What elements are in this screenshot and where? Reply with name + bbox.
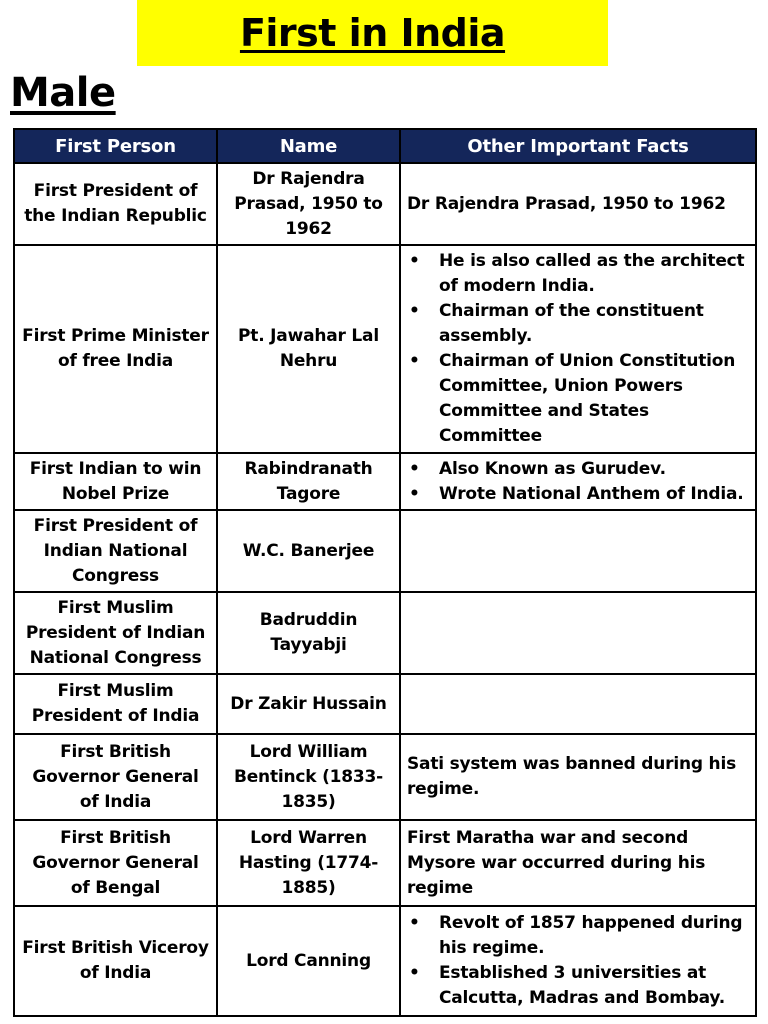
- facts-cell: [400, 245, 756, 453]
- table-row: [14, 592, 756, 674]
- name-cell: Dr Zakir Hussain: [217, 674, 400, 734]
- facts-list: [407, 249, 749, 449]
- section-heading: Male: [10, 70, 116, 116]
- facts-cell: [400, 906, 756, 1016]
- fact-item: • Established 3 universities at Calcutta, Madras and Bombay.: [439, 961, 749, 1011]
- fact-item: • He is also called as the architect of modern India.: [439, 249, 749, 299]
- table-row: [14, 245, 756, 453]
- facts-cell: Sati system was banned during his regime.: [400, 734, 756, 820]
- first-person-cell: First British Viceroy of India: [14, 906, 217, 1016]
- facts-list: [407, 911, 749, 1011]
- table-row: [14, 163, 756, 245]
- page-title: First in India: [239, 11, 506, 55]
- table-row: [14, 734, 756, 820]
- facts-cell: [400, 453, 756, 510]
- facts-list: [407, 457, 749, 507]
- fact-item: • Chairman of the constituent assembly.: [439, 299, 749, 349]
- facts-cell: [400, 510, 756, 592]
- name-cell: Lord William Bentinck (1833-1835): [217, 734, 400, 820]
- table-row: [14, 906, 756, 1016]
- name-cell: Badruddin Tayyabji: [217, 592, 400, 674]
- first-person-cell: First President of the Indian Republic: [14, 163, 217, 245]
- first-person-cell: First President of Indian National Congress: [14, 510, 217, 592]
- table-header-row: [14, 129, 756, 163]
- header-first-person: First Person: [14, 129, 217, 163]
- facts-table: [13, 128, 757, 1017]
- facts-cell: [400, 592, 756, 674]
- title-banner: [137, 0, 608, 66]
- facts-cell: [400, 674, 756, 734]
- table-row: [14, 510, 756, 592]
- header-name: Name: [217, 129, 400, 163]
- name-cell: Rabindranath Tagore: [217, 453, 400, 510]
- facts-cell: Dr Rajendra Prasad, 1950 to 1962: [400, 163, 756, 245]
- fact-item: • Wrote National Anthem of India.: [439, 482, 749, 507]
- name-cell: Lord Warren Hasting (1774-1885): [217, 820, 400, 906]
- first-person-cell: First British Governor General of India: [14, 734, 217, 820]
- table-row: [14, 674, 756, 734]
- first-person-cell: First Indian to win Nobel Prize: [14, 453, 217, 510]
- name-cell: Pt. Jawahar Lal Nehru: [217, 245, 400, 453]
- name-cell: W.C. Banerjee: [217, 510, 400, 592]
- first-person-cell: First Muslim President of India: [14, 674, 217, 734]
- table-row: [14, 453, 756, 510]
- fact-item: • Also Known as Gurudev.: [439, 457, 749, 482]
- header-other-facts: Other Important Facts: [400, 129, 756, 163]
- fact-item: • Revolt of 1857 happened during his regime.: [439, 911, 749, 961]
- first-person-cell: First Prime Minister of free India: [14, 245, 217, 453]
- name-cell: Lord Canning: [217, 906, 400, 1016]
- fact-item: • Chairman of Union Constitution Committee, Union Powers Committee and States Committee: [439, 349, 749, 449]
- table-row: [14, 820, 756, 906]
- facts-cell: First Maratha war and second Mysore war occurred during his regime: [400, 820, 756, 906]
- first-person-cell: First Muslim President of Indian National Congress: [14, 592, 217, 674]
- name-cell: Dr Rajendra Prasad, 1950 to 1962: [217, 163, 400, 245]
- first-person-cell: First British Governor General of Bengal: [14, 820, 217, 906]
